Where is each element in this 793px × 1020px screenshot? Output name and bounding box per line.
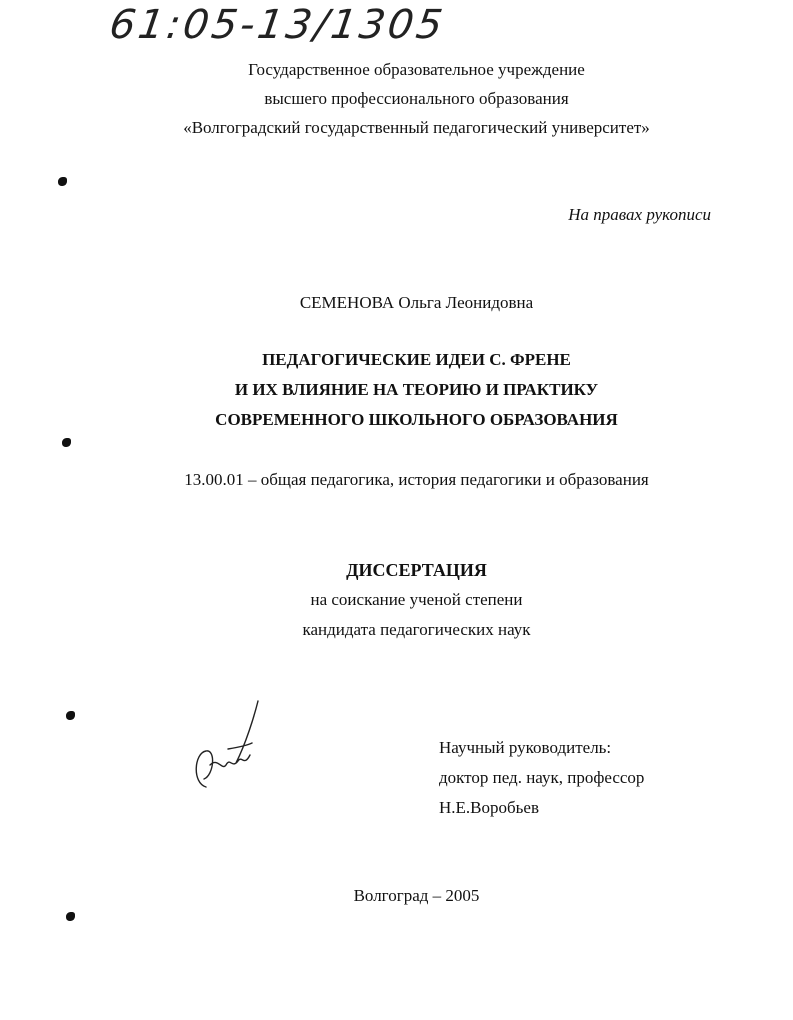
institution-line-3: «Волгоградский государственный педагогический университет» xyxy=(183,118,650,137)
degree-line-1: на соискание ученой степени xyxy=(310,590,523,609)
supervisor-name: Н.Е.Воробьев xyxy=(439,798,539,817)
dissertation-title-line-1: ПЕДАГОГИЧЕСКИЕ ИДЕИ С. ФРЕНЕ xyxy=(262,350,571,369)
institution-line-2: высшего профессионального образования xyxy=(264,89,569,108)
dissertation-title-line-2: И ИХ ВЛИЯНИЕ НА ТЕОРИЮ И ПРАКТИКУ xyxy=(234,380,599,399)
supervisor-title: доктор пед. наук, профессор xyxy=(439,768,645,787)
dissertation-title-line-3: СОВРЕМЕННОГО ШКОЛЬНОГО ОБРАЗОВАНИЯ xyxy=(215,410,618,429)
punch-hole-mark-icon xyxy=(58,177,67,186)
supervisor-label: Научный руководитель: xyxy=(439,738,612,757)
handwritten-signature-icon xyxy=(188,695,268,795)
institution-line-1: Государственное образовательное учреждение xyxy=(248,60,585,79)
handwritten-archive-number: 61:05-13/1305 xyxy=(106,2,449,48)
punch-hole-mark-icon xyxy=(66,912,75,921)
author-name: СЕМЕНОВА Ольга Леонидовна xyxy=(299,293,534,312)
city-year: Волгоград – 2005 xyxy=(353,886,480,905)
punch-hole-mark-icon xyxy=(66,711,75,720)
document-type: ДИССЕРТАЦИЯ xyxy=(346,560,487,580)
punch-hole-mark-icon xyxy=(62,438,71,447)
degree-line-2: кандидата педагогических наук xyxy=(302,620,531,639)
specialty-code: 13.00.01 – общая педагогика, история педагогики и образования xyxy=(184,470,649,489)
manuscript-note: На правах рукописи xyxy=(568,205,711,224)
